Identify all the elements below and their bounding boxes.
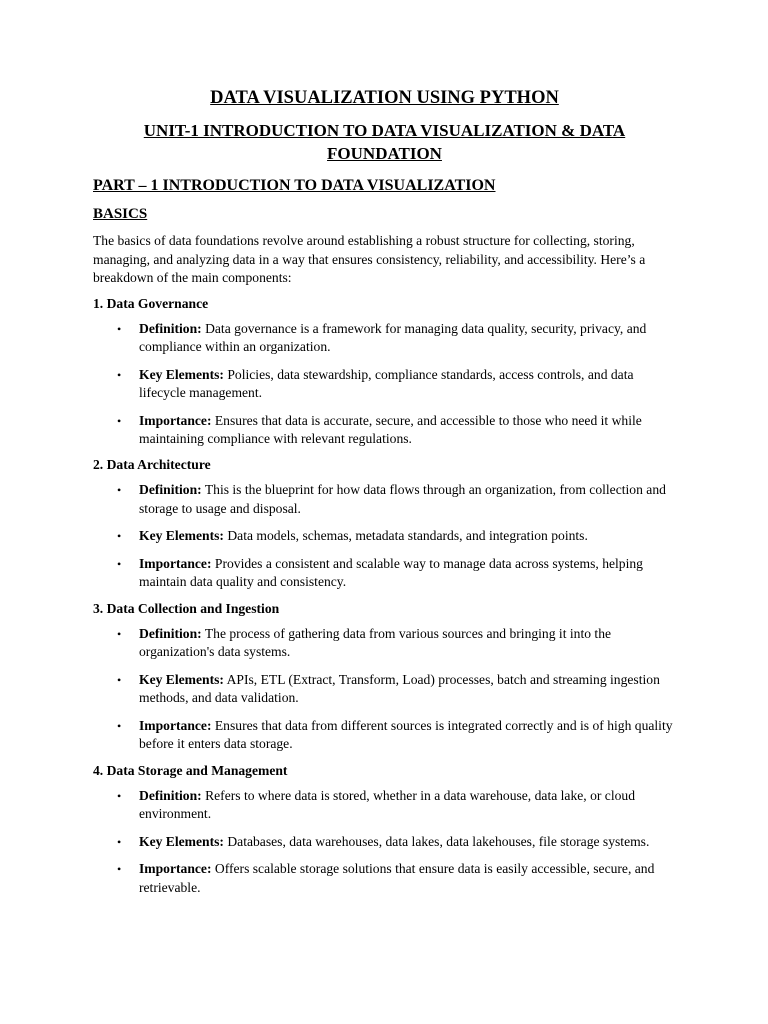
list-item-importance — [93, 717, 676, 754]
bullet-icon: • — [117, 672, 122, 687]
section-title: 4. Data Storage and Management — [93, 762, 288, 778]
item-text: This is the blueprint for how data flows through an organization, from collection and storage to usage and disposal. — [139, 482, 666, 516]
list-item-importance — [93, 412, 676, 449]
intro-paragraph: The basics of data foundations revolve around establishing a robust structure for collecting, storing, managing, and analyzing data in a way that ensures consistency, reliability, and accessibility. Here’s a breakdown of the main components: — [93, 233, 646, 285]
item-term: Key Elements: — [139, 528, 224, 544]
item-term: Key Elements: — [139, 366, 224, 382]
basics-heading: BASICS — [93, 206, 148, 222]
item-text: Policies, data stewardship, compliance standards, access controls, and data lifecycle management. — [139, 366, 634, 400]
section-data-architecture — [93, 455, 676, 591]
section-item-list — [93, 625, 676, 754]
item-term: Definition: — [139, 787, 202, 803]
list-item-importance — [93, 555, 676, 592]
item-text: Provides a consistent and scalable way to manage data across systems, helping maintain data quality and consistency. — [139, 556, 643, 590]
section-title: 2. Data Architecture — [93, 457, 211, 473]
item-text: Data models, schemas, metadata standards, and integration points. — [223, 528, 588, 544]
sections-container — [93, 294, 676, 898]
bullet-icon: • — [117, 557, 122, 572]
item-text: The process of gathering data from various sources and bringing it into the organization's data systems. — [139, 625, 612, 660]
section-item-list — [93, 787, 676, 897]
bullet-icon: • — [117, 321, 122, 336]
list-item-key-elements — [93, 833, 676, 851]
section-item-list — [93, 320, 676, 449]
bullet-icon: • — [117, 529, 122, 544]
bullet-icon: • — [117, 788, 122, 803]
list-item-definition — [93, 787, 676, 824]
item-term: Importance: — [139, 412, 212, 428]
item-term: Importance: — [139, 556, 212, 572]
part-title: PART – 1 INTRODUCTION TO DATA VISUALIZATION — [93, 177, 496, 194]
list-item-importance — [93, 860, 676, 897]
section-data-governance — [93, 294, 676, 449]
list-item-key-elements — [93, 671, 676, 708]
item-term: Definition: — [139, 625, 202, 641]
list-item-key-elements — [93, 527, 676, 545]
unit-title: UNIT-1 INTRODUCTION TO DATA VISUALIZATION & DATA FOUNDATION — [143, 121, 626, 163]
item-term: Key Elements: — [139, 833, 224, 849]
item-term: Importance: — [139, 861, 212, 877]
section-data-storage — [93, 761, 676, 897]
item-text: Data governance is a framework for managing data quality, security, privacy, and compliance within an organization. — [139, 320, 647, 354]
item-term: Key Elements: — [139, 671, 224, 687]
bullet-icon: • — [117, 483, 122, 498]
bullet-icon: • — [117, 834, 122, 849]
section-title: 3. Data Collection and Ingestion — [93, 600, 280, 616]
list-item-definition — [93, 481, 676, 518]
item-text: Ensures that data from different sources is integrated correctly and is of high quality before it enters data storage. — [139, 717, 673, 752]
list-item-definition — [93, 625, 676, 662]
list-item-key-elements — [93, 366, 676, 403]
document-title: DATA VISUALIZATION USING PYTHON — [210, 88, 559, 108]
bullet-icon: • — [117, 413, 122, 428]
item-text: Ensures that data is accurate, secure, and accessible to those who need it while maintaining compliance with relevant regulations. — [139, 412, 642, 446]
bullet-icon: • — [117, 718, 122, 733]
bullet-icon: • — [117, 367, 122, 382]
section-data-collection — [93, 599, 676, 754]
item-text: Refers to where data is stored, whether in a data warehouse, data lake, or cloud environment. — [139, 787, 636, 821]
item-text: APIs, ETL (Extract, Transform, Load) processes, batch and streaming ingestion methods, and data validation. — [139, 671, 660, 706]
item-text: Databases, data warehouses, data lakes, data lakehouses, file storage systems. — [223, 833, 650, 849]
bullet-icon: • — [117, 862, 122, 877]
item-term: Importance: — [139, 717, 212, 733]
section-item-list — [93, 481, 676, 591]
list-item-definition — [93, 320, 676, 357]
section-title: 1. Data Governance — [93, 295, 209, 311]
item-text: Offers scalable storage solutions that ensure data is easily accessible, secure, and retrievable. — [139, 861, 655, 895]
item-term: Definition: — [139, 320, 202, 336]
item-term: Definition: — [139, 482, 202, 498]
bullet-icon: • — [117, 626, 122, 641]
